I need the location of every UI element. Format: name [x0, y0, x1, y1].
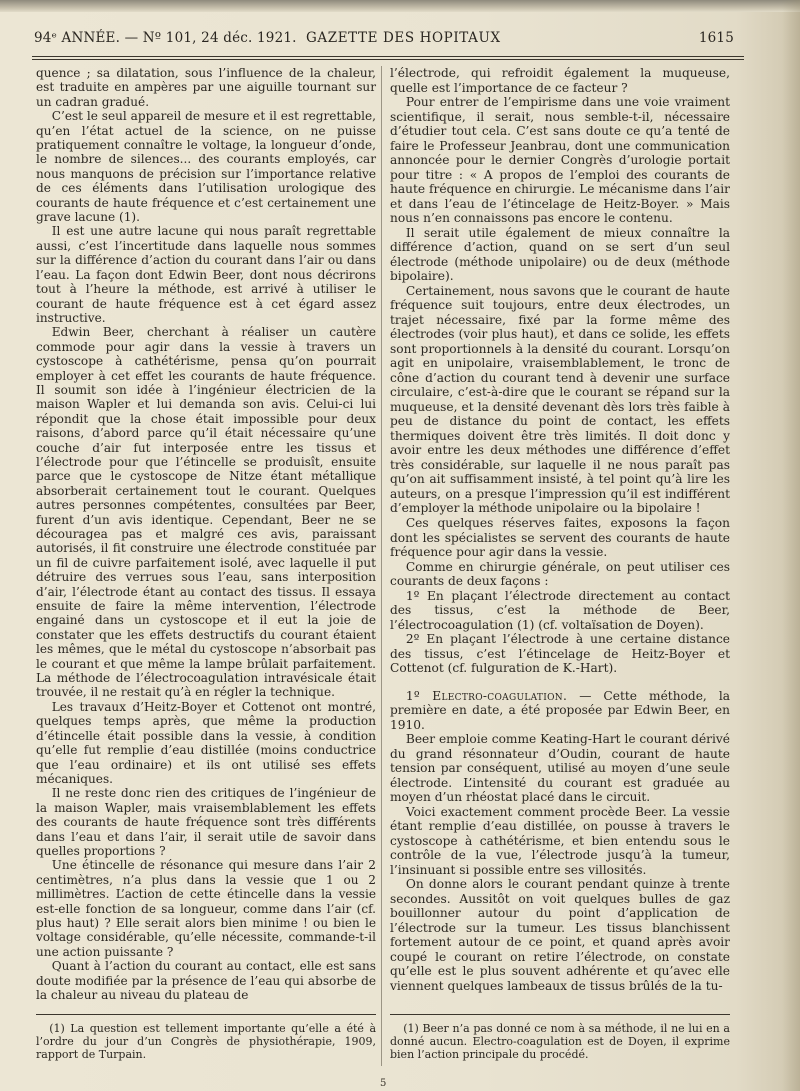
- header-rule-double: [32, 59, 744, 60]
- paragraph: Voici exactement comment procède Beer. La vessie étant remplie d’eau distillée, on pousse à travers le cystoscope à cathétérisme, et bien entendu sous le contrôle de la vue, l’électrode jusqu’à la tumeur, l’insinuant si possible entre ses villosités.: [390, 804, 730, 877]
- paragraph: On donne alors le courant pendant quinze à trente secondes. Aussitôt on voit quelques bulles de gaz bouillonner autour du point d’application de l’électrode sur la tumeur. Les tissus blanchissent fortement autour de ce point, et quand après avoir coupé le courant on retire l’électrode, on constate qu’elle est le plus souvent adhérente et qu’avec elle viennent quelques lambeaux de tissus brûlés de la tu-: [390, 877, 730, 993]
- footnote-text: (1) La question est tellement importante qu’elle a été à l’ordre du jour d’un Congrès de physiothérapie, 1909, rapport de Turpain.: [36, 1022, 376, 1061]
- footnote-rule-right: [390, 1014, 730, 1015]
- left-column: [36, 66, 376, 1002]
- paragraph: Edwin Beer, cherchant à réaliser un cautère commode pour agir dans la vessie à travers un cystoscope à cathétérisme, pensa qu’on pourrait employer à cet effet les courants de haute fréquence. Il soumit son idée à l’ingénieur électricien de la maison Wapler et lui demanda son avis. Celui-ci lui répondit que la chose était impossible pour deux raisons, d’abord parce qu’il était nécessaire qu’une couche d’air fut interposée entre les tissus et l’électrode pour que l’étincelle se produisît, ensuite parce que le cystoscope de Nitze étant métallique absorberait certainement tout le courant. Quelques autres personnes compétentes, consultées par Beer, furent d’un avis identique. Cependant, Beer ne se découragea pas et malgré ces avis, paraissant autorisés, il fit construire une électrode constituée par un fil de cuivre parfaitement isolé, avec laquelle il put détruire des verrues sous l’eau, sans interposition d’air, l’électrode étant au contact des tissus. Il essaya ensuite de faire la même intervention, l’électrode engainé dans un cystoscope et il eut la joie de constater que les effets destructifs du courant étaient les mêmes, que le métal du cystoscope n’absorbait pas le courant et que même la lampe brûlait parfaitement. La méthode de l’électrocoagulation intravésicale était trouvée, il ne restait qu’à en régler la technique.: [36, 325, 376, 700]
- page-header: [34, 30, 734, 52]
- scan-right-edge-shadow: [782, 0, 800, 1091]
- paragraph: Il serait utile également de mieux connaître la différence d’action, quand on se sert d’un seul électrode (méthode unipolaire) ou de deux (méthode bipolaire).: [390, 225, 730, 284]
- paragraph: Beer emploie comme Keating-Hart le courant dérivé du grand résonnateur d’Oudin, courant de haute tension par conséquent, utilisé au moyen d’une seule électrode. L’intensité du courant est graduée au moyen d’un rhéostat placé dans le circuit.: [390, 732, 730, 805]
- footnote-left: [36, 1022, 376, 1061]
- paragraph: quence ; sa dilatation, sous l’influence de la chaleur, est traduite en ampères par une aiguille tournant sur un cadran gradué.: [36, 66, 376, 109]
- paragraph: Les travaux d’Heitz-Boyer et Cottenot ont montré, quelques temps après, que même la production d’étincelle était possible dans la vessie, à condition qu’elle fut remplie d’eau distillée (moins conductrice que l’eau ordinaire) et ils ont utilisé ses effets mécaniques.: [36, 699, 376, 786]
- paragraph: Ces quelques réserves faites, exposons la façon dont les spécialistes se servent des courants de haute fréquence pour agir dans la vessie.: [390, 515, 730, 560]
- paragraph: Quant à l’action du courant au contact, elle est sans doute modifiée par la présence de l’eau qui absorbe de la chaleur au niveau du plateau de: [36, 959, 376, 1002]
- page-number: 1615: [698, 30, 734, 46]
- issue-info: 94ᵉ ANNÉE. — Nº 101, 24 déc. 1921.: [34, 30, 297, 46]
- paragraph: C’est le seul appareil de mesure et il est regrettable, qu’en l’état actuel de la science, on ne puisse pratiquement connaître le voltage, la longueur d’onde, le nombre de silences... des courants employés, car nous manquons de précision sur l’importance relative de ces éléments dans l’utilisation urologique des courants de haute fréquence et c’est certainement une grave lacune (1).: [36, 109, 376, 225]
- section-paragraph: [390, 689, 730, 733]
- paragraph: 2º En plaçant l’électrode à une certaine distance des tissus, c’est l’étincelage de Heitz-Boyer et Cottenot (cf. fulguration de K.-Hart).: [390, 632, 730, 676]
- paragraph: Il ne reste donc rien des critiques de l’ingénieur de la maison Wapler, mais vraisemblablement les effets des courants de haute fréquence sont très différents dans l’eau et dans l’air, il serait utile de savoir dans quelles proportions ?: [36, 786, 376, 858]
- section-heading: 1º Electro-coagulation.: [405, 688, 568, 703]
- journal-title: GAZETTE DES HOPITAUX: [306, 30, 501, 46]
- paragraph: Une étincelle de résonance qui mesure dans l’air 2 centimètres, n’a plus dans la vessie que 1 ou 2 millimètres. L’action de cette étincelle dans la vessie est-elle fonction de sa longueur, comme dans l’air (cf. plus haut) ? Elle serait alors bien minime ! ou bien le voltage considérable, qu’elle nécessite, commande-t-il une action puissante ?: [36, 858, 376, 959]
- column-divider: [381, 66, 382, 1066]
- paragraph: 1º En plaçant l’électrode directement au contact des tissus, c’est la méthode de Beer, l’électrocoagulation (1) (cf. voltaïsation de Doyen).: [390, 588, 730, 632]
- paragraph: Comme en chirurgie générale, on peut utiliser ces courants de deux façons :: [390, 559, 730, 589]
- footnote-text: (1) Beer n’a pas donné ce nom à sa méthode, il ne lui en a donné aucun. Electro-coagulation est de Doyen, il exprime bien l’action principale du procédé.: [390, 1022, 730, 1061]
- bottom-mark: 5: [380, 1078, 387, 1089]
- scan-top-edge: [0, 0, 800, 12]
- paragraph: l’électrode, qui refroidit également la muqueuse, quelle est l’importance de ce facteur ?: [390, 66, 730, 95]
- header-rule: [32, 56, 744, 57]
- paragraph: Pour entrer de l’empirisme dans une voie vraiment scientifique, il serait, nous semble-t-il, nécessaire d’étudier tout cela. C’est sans doute ce qu’a tenté de faire le Professeur Jeanbrau, dont une communication annoncée pour le dernier Congrès d’urologie portait pour titre : « A propos de l’emploi des courants de haute fréquence en chirurgie. Le mécanisme dans l’air et dans l’eau de l’étincelage de Heitz-Boyer. » Mais nous n’en connaissons pas encore le contenu.: [390, 95, 730, 226]
- paragraph: Il est une autre lacune qui nous paraît regrettable aussi, c’est l’incertitude dans laquelle nous sommes sur la différence d’action du courant dans l’air ou dans l’eau. La façon dont Edwin Beer, dont nous décrirons tout à l’heure la méthode, est arrivé à utiliser le courant de haute fréquence est à cet égard assez instructive.: [36, 224, 376, 325]
- right-column: [390, 66, 730, 993]
- paragraph-text: — Cette méthode, la première en date, a été proposée par Edwin Beer, en 1910.: [390, 688, 731, 732]
- footnote-right: [390, 1022, 730, 1061]
- footnote-rule-left: [36, 1014, 376, 1015]
- paragraph: Certainement, nous savons que le courant de haute fréquence suit toujours, entre deux électrodes, un trajet nécessaire, fixé par la forme même des électrodes (voir plus haut), et dans ce solide, les effets sont proportionnels à la densité du courant. Lorsqu’on agit en unipolaire, vraisemblablement, le tronc de cône d’action du courant tend à devenir une surface circulaire, c’est-à-dire que le courant se répand sur la muqueuse, et la densité devenant dès lors très faible à peu de distance du point de contact, les effets thermiques doivent être très limités. Il doit donc y avoir entre les deux méthodes une différence d’effet très considérable, sur laquelle il ne nous paraît pas qu’on ait suffisamment insisté, à tel point qu’à lire les auteurs, on a presque l’impression qu’il est indifférent d’employer la méthode unipolaire ou la bipolaire !: [390, 283, 730, 516]
